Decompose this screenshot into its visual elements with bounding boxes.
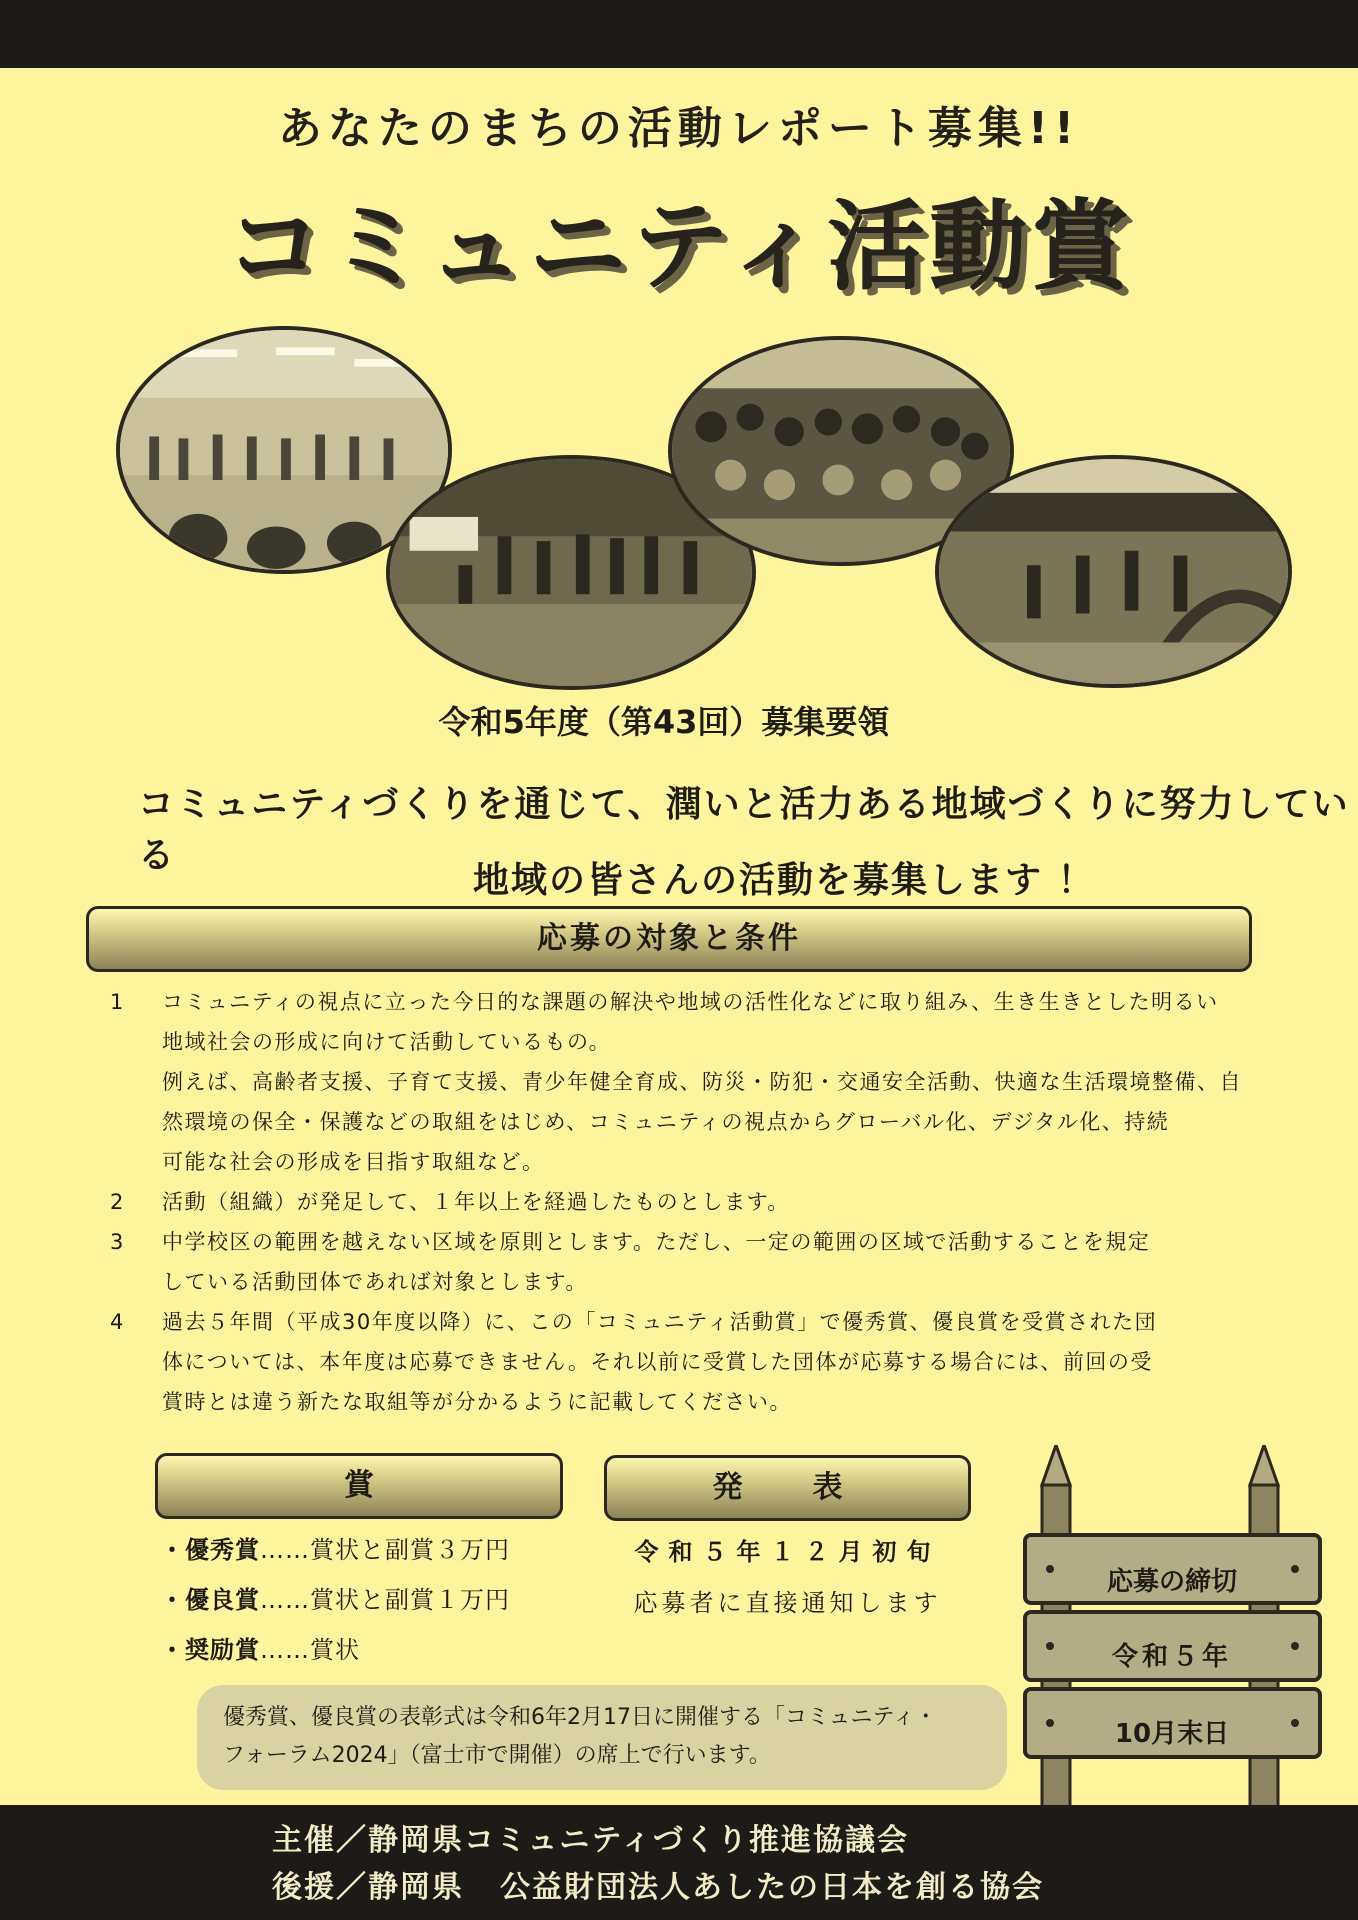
condition-text: コミュニティの視点に立った今日的な課題の解決や地域の活性化などに取り組み、生き生きとした明るい bbox=[162, 990, 1219, 1014]
prize-detail: ……賞状と副賞３万円 bbox=[260, 1536, 510, 1564]
organizer-credit: 主催／静岡県コミュニティづくり推進協議会 bbox=[272, 1823, 909, 1858]
prize-name: ・優秀賞 bbox=[160, 1536, 260, 1564]
lead-line-1: コミュニティづくりを通じて、潤いと活力ある地域づくりに努力している bbox=[138, 784, 1350, 876]
prize-detail: ……賞状と副賞１万円 bbox=[260, 1586, 510, 1614]
conditions-list bbox=[110, 982, 1250, 1422]
prizes-heading: 賞 bbox=[155, 1453, 563, 1519]
year-heading: 令和5年度（第43回）募集要領 bbox=[438, 703, 890, 741]
condition-number: 4 bbox=[110, 1310, 124, 1334]
deadline-date: 10月末日 bbox=[1114, 1719, 1230, 1749]
condition-text: 賞時とは違う新たな取組等が分かるように記載してください。 bbox=[162, 1390, 792, 1414]
ceremony-line: フォーラム2024」（富士市で開催）の席上で行います。 bbox=[223, 1743, 771, 1768]
condition-text: している活動団体であれば対象とします。 bbox=[162, 1270, 588, 1294]
condition-text: 体については、本年度は応募できません。それ以前に受賞した団体が応募する場合には、前回の受 bbox=[162, 1350, 1153, 1374]
prize-item bbox=[160, 1625, 510, 1675]
deadline-year: 令和５年 bbox=[1111, 1642, 1232, 1672]
ceremony-line: 優秀賞、優良賞の表彰式は令和6年2月17日に開催する「コミュニティ・ bbox=[223, 1705, 937, 1730]
prize-item bbox=[160, 1525, 510, 1575]
activity-photo-bridge bbox=[935, 455, 1292, 688]
announcement-note: 応募者に直接通知します bbox=[633, 1589, 942, 1617]
main-title: コミュニティ活動賞 bbox=[224, 190, 1134, 304]
deadline-label: 応募の締切 bbox=[1106, 1567, 1237, 1597]
condition-number: 2 bbox=[110, 1190, 124, 1214]
condition-text: 然環境の保全・保護などの取組をはじめ、コミュニティの視点からグローバル化、デジタル化、持続 bbox=[162, 1110, 1170, 1134]
top-bar bbox=[0, 0, 1358, 68]
lead-line-2: 地域の皆さんの活動を募集します ！ bbox=[473, 860, 1096, 901]
announcement-date: 令和５年１２月初旬 bbox=[634, 1538, 941, 1566]
subtitle: あなたのまちの活動レポート募集!! bbox=[277, 103, 1081, 154]
supporter-prefecture: 後援／静岡県 bbox=[272, 1870, 464, 1905]
condition-text: 例えば、高齢者支援、子育て支援、青少年健全育成、防災・防犯・交通安全活動、快適な生活環境整備、自 bbox=[162, 1070, 1242, 1094]
condition-text: 過去５年間（平成30年度以降）に、この「コミュニティ活動賞」で優秀賞、優良賞を受賞された団 bbox=[162, 1310, 1158, 1334]
deadline-signpost bbox=[1010, 1445, 1340, 1825]
supporter-foundation: 公益財団法人あしたの日本を創る協会 bbox=[500, 1870, 1044, 1905]
condition-text: 地域社会の形成に向けて活動しているもの。 bbox=[162, 1030, 612, 1054]
announcement-heading: 発 表 bbox=[604, 1455, 971, 1521]
prize-detail: ……賞状 bbox=[260, 1636, 360, 1664]
prize-item bbox=[160, 1575, 510, 1625]
condition-number: 1 bbox=[110, 990, 124, 1014]
condition-number: 3 bbox=[110, 1230, 124, 1254]
prize-list bbox=[160, 1525, 510, 1675]
ceremony-note bbox=[197, 1685, 1007, 1790]
condition-text: 活動（組織）が発足して、１年以上を経過したものとします。 bbox=[162, 1190, 790, 1214]
condition-item bbox=[110, 1302, 1250, 1422]
conditions-heading: 応募の対象と条件 bbox=[86, 906, 1252, 972]
condition-item bbox=[110, 1222, 1250, 1302]
condition-item bbox=[110, 1182, 1250, 1222]
condition-item bbox=[110, 982, 1250, 1182]
prize-name: ・優良賞 bbox=[160, 1586, 260, 1614]
condition-text: 可能な社会の形成を目指す取組など。 bbox=[162, 1150, 545, 1174]
condition-text: 中学校区の範囲を越えない区域を原則とします。ただし、一定の範囲の区域で活動することを規定 bbox=[162, 1230, 1151, 1254]
prize-name: ・奨励賞 bbox=[160, 1636, 260, 1664]
supporter-credit bbox=[272, 1862, 1044, 1906]
